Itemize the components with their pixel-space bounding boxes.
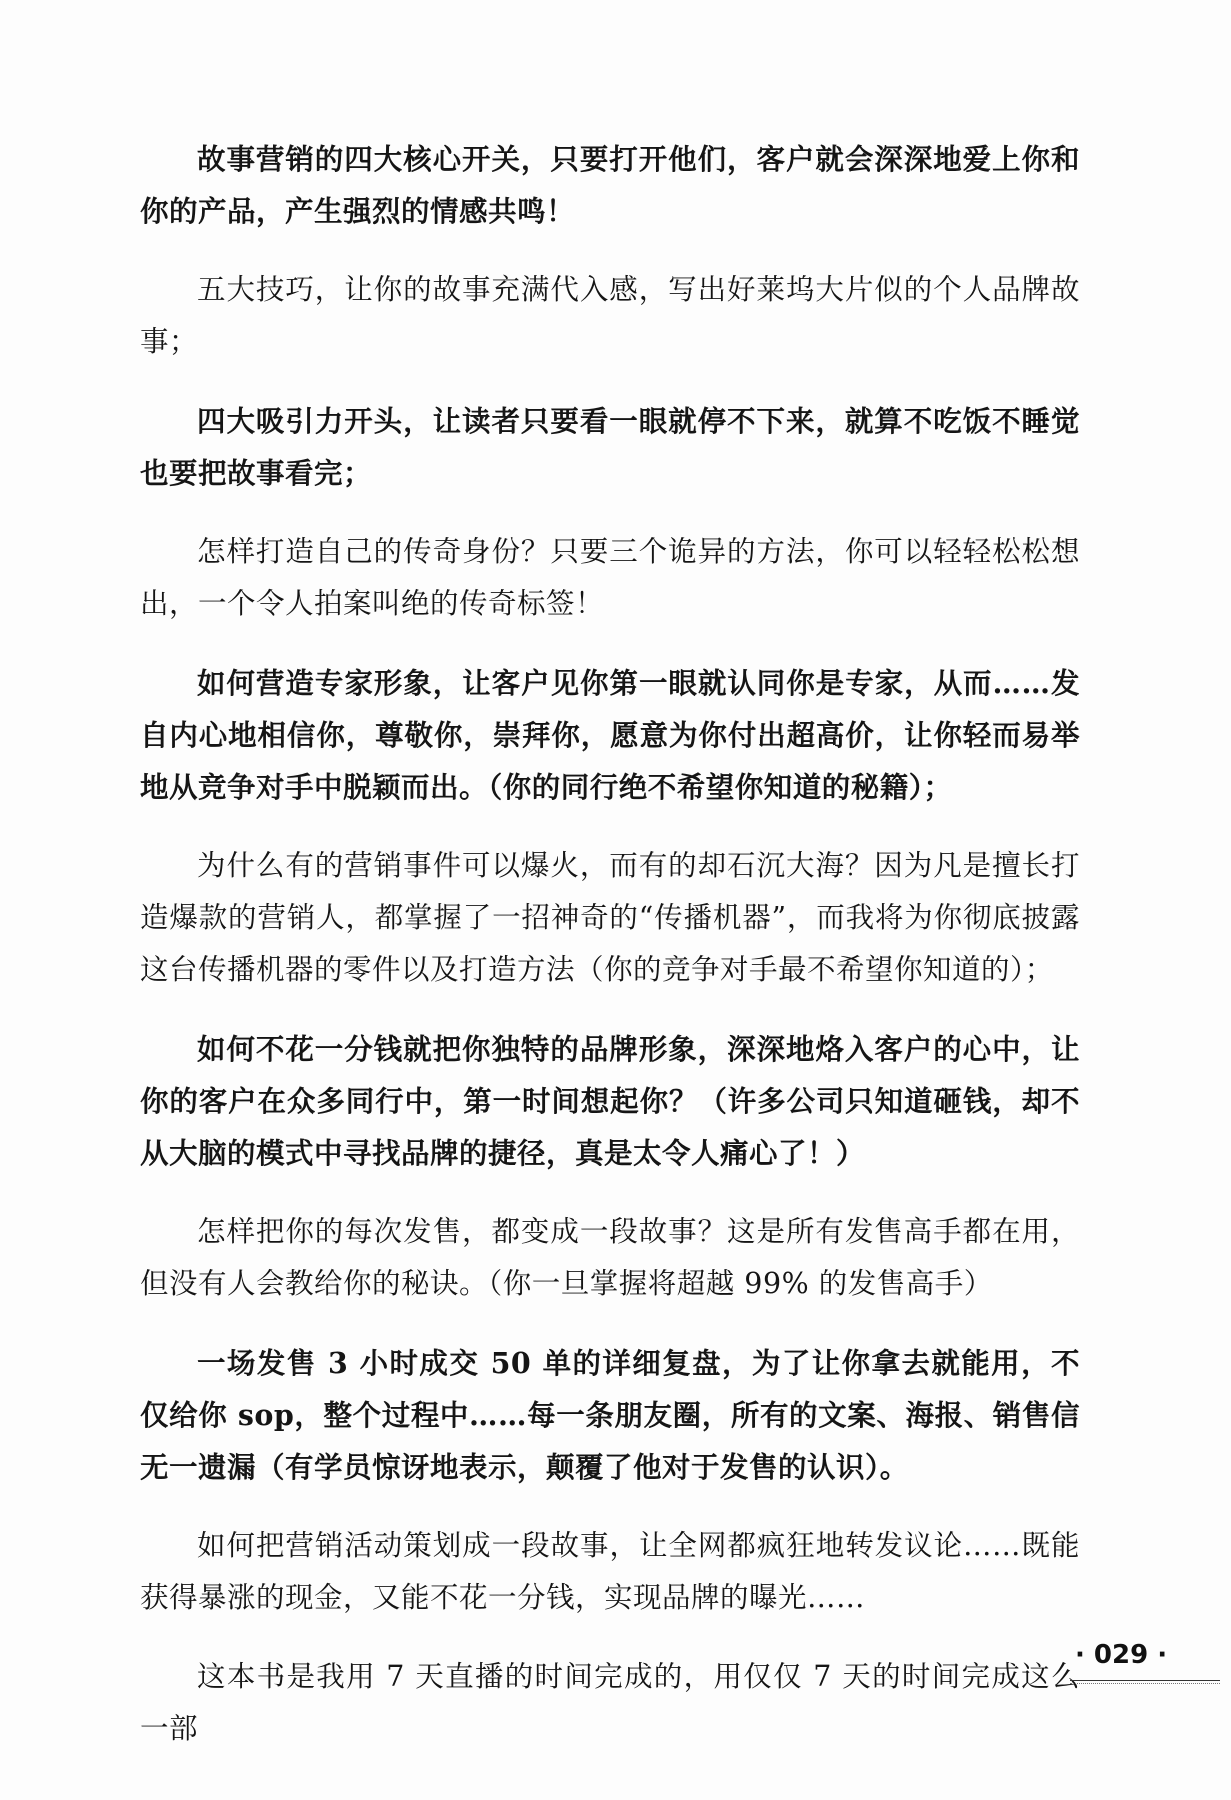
paragraph: 这本书是我用 7 天直播的时间完成的，用仅仅 7 天的时间完成这么一部: [140, 1660, 1080, 1745]
paragraph: 怎样把你的每次发售，都变成一段故事？这是所有发售高手都在用，但没有人会教给你的秘诀。（你一旦掌握将超越 99% 的发售高手）: [140, 1215, 1080, 1300]
paragraph: 如何不花一分钱就把你独特的品牌形象，深深地烙入客户的心中，让你的客户在众多同行中，第一时间想起你？（许多公司只知道砸钱，却不从大脑的模式中寻找品牌的捷径，真是太令人痛心了！）: [140, 1032, 1080, 1170]
paragraph: 一场发售 3 小时成交 50 单的详细复盘，为了让你拿去就能用，不仅给你 sop，整个过程中……每一条朋友圈，所有的文案、海报、销售信无一遗漏（有学员惊讶地表示，颠覆了他对于发售的认识）。: [140, 1346, 1080, 1484]
paragraph: 怎样打造自己的传奇身份？只要三个诡异的方法，你可以轻轻松松想出，一个令人拍案叫绝的传奇标签！: [140, 535, 1080, 620]
paragraph: 如何把营销活动策划成一段故事，让全网都疯狂地转发议论……既能获得暴涨的现金，又能不花一分钱，实现品牌的曝光……: [140, 1529, 1080, 1614]
page-number: · 029 ·: [1075, 1640, 1168, 1670]
footer-rule: [1070, 1680, 1220, 1681]
paragraph: 四大吸引力开头，让读者只要看一眼就停不下来，就算不吃饭不睡觉也要把故事看完；: [140, 404, 1080, 490]
paragraph: 为什么有的营销事件可以爆火，而有的却石沉大海？因为凡是擅长打造爆款的营销人，都掌握了一招神奇的“传播机器”，而我将为你彻底披露这台传播机器的零件以及打造方法（你的竞争对手最不希望你知道的）；: [140, 849, 1080, 986]
paragraph: 故事营销的四大核心开关，只要打开他们，客户就会深深地爱上你和你的产品，产生强烈的情感共鸣！: [140, 142, 1080, 228]
paragraph: 五大技巧，让你的故事充满代入感，写出好莱坞大片似的个人品牌故事；: [140, 273, 1080, 358]
paragraph: 如何营造专家形象，让客户见你第一眼就认同你是专家，从而……发自内心地相信你，尊敬你，崇拜你，愿意为你付出超高价，让你轻而易举地从竞争对手中脱颖而出。（你的同行绝不希望你知道的秘籍）；: [140, 666, 1080, 804]
body-text: [140, 133, 1080, 1782]
